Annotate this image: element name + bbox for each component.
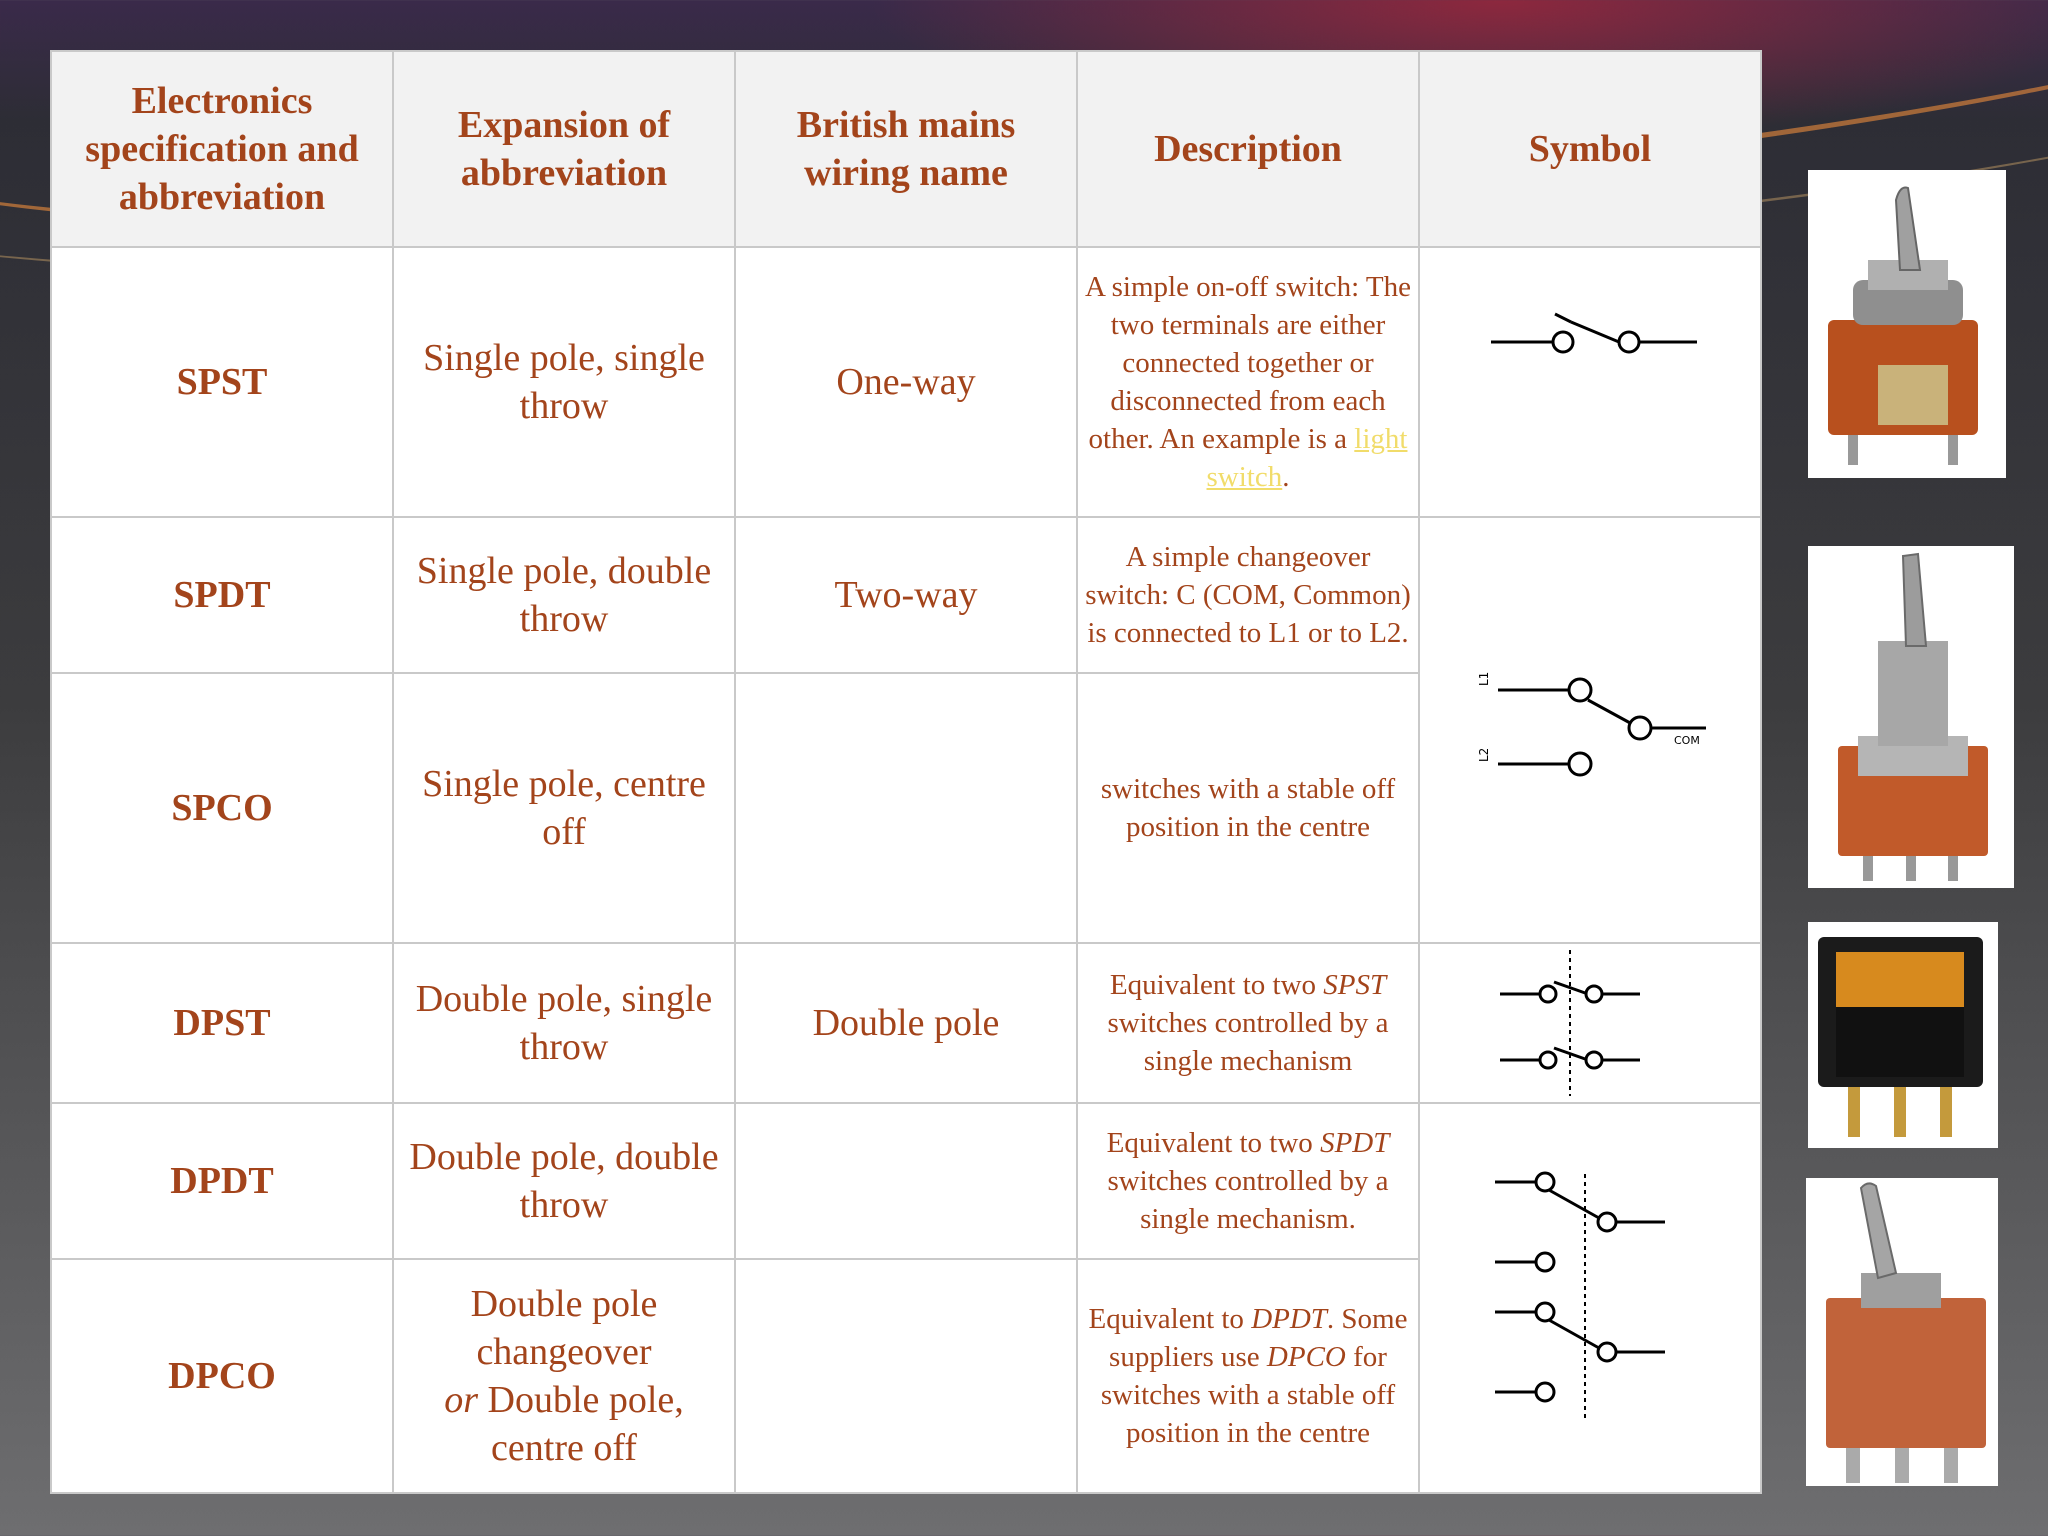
description-period: . [1282,461,1290,493]
british-name-cell [735,1103,1077,1259]
header-british-name: British mains wiring name [735,51,1077,247]
description-cell [1077,943,1419,1103]
abbr-cell: DPST [51,943,393,1103]
description-italic: DPDT [1251,1303,1327,1335]
symbol-cell [1419,1103,1761,1493]
table-row [51,247,1761,517]
table-row [51,1103,1761,1259]
description-italic: DPCO [1266,1341,1346,1373]
description-cell: A simple changeover switch: C (COM, Common) is connected to L1 or to L2. [1077,517,1419,673]
rocker-switch-dpst-photo [1808,922,1998,1148]
description-cell: switches with a stable off position in the centre [1077,673,1419,943]
switch-types-table-container [50,50,1760,1494]
description-text: Equivalent to [1088,1303,1252,1335]
expansion-text: Double pole changeover [470,1283,658,1373]
header-spec: Electronics specification and abbreviation [51,51,393,247]
expansion-italic: or [444,1379,478,1421]
expansion-cell: Single pole, single throw [393,247,735,517]
expansion-cell: Double pole, single throw [393,943,735,1103]
header-symbol: Symbol [1419,51,1761,247]
british-name-cell [735,673,1077,943]
expansion-cell [393,1259,735,1493]
table-row [51,943,1761,1103]
expansion-cell: Single pole, double throw [393,517,735,673]
description-italic: SPST [1323,969,1387,1001]
header-description: Description [1077,51,1419,247]
description-text: switches controlled by a single mechanism. [1107,1165,1389,1235]
abbr-cell: SPDT [51,517,393,673]
description-cell [1077,1103,1419,1259]
dpst-symbol-icon [1480,948,1700,1098]
expansion-cell: Single pole, centre off [393,673,735,943]
description-cell [1077,247,1419,517]
l1-label: L1 [1477,671,1491,686]
symbol-cell [1419,517,1761,943]
dpdt-symbol-icon [1475,1168,1705,1428]
symbol-cell [1419,247,1761,517]
spdt-symbol-icon [1470,660,1710,800]
symbol-cell [1419,943,1761,1103]
toggle-switch-dpdt-photo [1806,1178,1998,1486]
header-row [51,51,1761,247]
british-name-cell: Two-way [735,517,1077,673]
abbr-cell: DPCO [51,1259,393,1493]
description-text: Equivalent to two [1106,1127,1321,1159]
abbr-cell: SPCO [51,673,393,943]
description-text: switches controlled by a single mechanism [1107,1007,1389,1077]
description-italic: SPDT [1320,1127,1390,1159]
description-text: . Some suppliers use [1109,1303,1408,1373]
abbr-cell: DPDT [51,1103,393,1259]
expansion-cell: Double pole, double throw [393,1103,735,1259]
expansion-text: Double pole, centre off [478,1379,684,1469]
description-text: A simple on-off switch: The two terminals are either connected together or disconnected from each other. An example is a [1085,271,1411,455]
toggle-switch-spdt-photo [1808,546,2014,888]
switch-types-table [50,50,1762,1494]
description-text: Equivalent to two [1109,969,1324,1001]
light-switch-link[interactable]: light switch [1206,423,1408,493]
header-expansion: Expansion of abbreviation [393,51,735,247]
british-name-cell: Double pole [735,943,1077,1103]
table-row [51,517,1761,673]
l2-label: L2 [1477,747,1491,762]
british-name-cell [735,1259,1077,1493]
description-text: for switches with a stable off position in the centre [1100,1341,1396,1449]
toggle-switch-spst-photo [1808,170,2006,478]
description-cell [1077,1259,1419,1493]
com-label: COM [1674,734,1700,747]
spst-symbol-icon [1475,252,1705,372]
british-name-cell: One-way [735,247,1077,517]
abbr-cell: SPST [51,247,393,517]
